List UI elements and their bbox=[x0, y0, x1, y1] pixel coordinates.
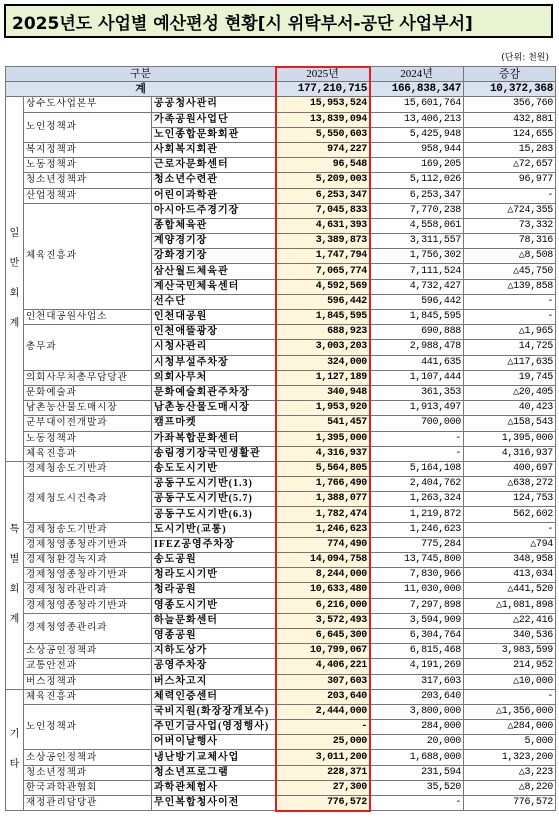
change-cell: 413,034 bbox=[464, 568, 556, 583]
amount-2025-cell: 2,444,000 bbox=[276, 704, 370, 719]
project-cell: 공동구도시기반(1.3) bbox=[152, 477, 276, 492]
amount-2024-cell: 2,988,478 bbox=[370, 340, 464, 355]
change-cell: 15,283 bbox=[464, 142, 556, 157]
amount-2024-cell: 7,770,238 bbox=[370, 203, 464, 218]
table-row bbox=[6, 598, 556, 613]
amount-2025-cell: 1,953,920 bbox=[276, 401, 370, 416]
project-cell: 송림경기장국민생활관 bbox=[152, 446, 276, 461]
change-cell: 5,000 bbox=[464, 735, 556, 750]
department-cell: 상수도사업본부 bbox=[24, 97, 152, 112]
header-category: 구분 bbox=[6, 67, 276, 82]
change-cell: △724,355 bbox=[464, 203, 556, 218]
project-cell: 송도공원 bbox=[152, 553, 276, 568]
department-cell: 노동정책과 bbox=[24, 158, 152, 173]
table-row bbox=[6, 188, 556, 203]
project-cell: 하늘문화센터 bbox=[152, 613, 276, 628]
table-row bbox=[6, 461, 556, 476]
table-row bbox=[6, 385, 556, 400]
change-cell: 96,977 bbox=[464, 173, 556, 188]
project-cell: 시청부설주차장 bbox=[152, 355, 276, 370]
table-row bbox=[6, 613, 556, 628]
project-cell: 국비지원(화장장개보수) bbox=[152, 704, 276, 719]
project-cell: 계산국민체육센터 bbox=[152, 279, 276, 294]
amount-2024-cell: 20,000 bbox=[370, 735, 464, 750]
amount-2024-cell: - bbox=[370, 431, 464, 446]
total-label: 계 bbox=[6, 82, 276, 97]
project-cell: 청라도시기반 bbox=[152, 568, 276, 583]
amount-2024-cell: 203,640 bbox=[370, 689, 464, 704]
project-cell: 체력인증센터 bbox=[152, 689, 276, 704]
change-cell: △1,356,000 bbox=[464, 704, 556, 719]
amount-2024-cell: 35,520 bbox=[370, 780, 464, 795]
department-cell: 한국과학관협회 bbox=[24, 780, 152, 795]
change-cell: 1,395,000 bbox=[464, 431, 556, 446]
category-label: 기타 bbox=[9, 728, 20, 770]
category-label: 일반회계 bbox=[9, 228, 20, 330]
project-cell: 주민기금사업(영정행사) bbox=[152, 720, 276, 735]
project-cell: 아시아드주경기장 bbox=[152, 203, 276, 218]
amount-2025-cell: 6,253,347 bbox=[276, 188, 370, 203]
amount-2025-cell: 27,300 bbox=[276, 780, 370, 795]
department-cell: 경제청영종청라기반과 bbox=[24, 537, 152, 552]
project-cell: 사회복지회관 bbox=[152, 142, 276, 157]
table-row bbox=[6, 796, 556, 811]
amount-2025-cell: 5,550,603 bbox=[276, 127, 370, 142]
project-cell: 인천대공원 bbox=[152, 310, 276, 325]
amount-2025-cell: 974,227 bbox=[276, 142, 370, 157]
change-cell: △139,858 bbox=[464, 279, 556, 294]
amount-2025-cell: 1,747,794 bbox=[276, 249, 370, 264]
amount-2025-cell: 4,316,937 bbox=[276, 446, 370, 461]
department-cell: 노인정책과 bbox=[24, 112, 152, 142]
change-cell: △117,635 bbox=[464, 355, 556, 370]
project-cell: 어린이과학관 bbox=[152, 188, 276, 203]
change-cell: 400,697 bbox=[464, 461, 556, 476]
table-row bbox=[6, 522, 556, 537]
department-cell: 문화예술과 bbox=[24, 385, 152, 400]
header-2025: 2025년 bbox=[276, 67, 370, 82]
amount-2024-cell: 690,888 bbox=[370, 325, 464, 340]
change-cell: 124,655 bbox=[464, 127, 556, 142]
change-cell: 19,745 bbox=[464, 370, 556, 385]
amount-2025-cell: 1,766,490 bbox=[276, 477, 370, 492]
unit-note: (단위: 천원) bbox=[501, 53, 549, 63]
header-2024: 2024년 bbox=[370, 67, 464, 82]
amount-2025-cell: 15,953,524 bbox=[276, 97, 370, 112]
department-cell: 버스정책과 bbox=[24, 674, 152, 689]
table-row bbox=[6, 142, 556, 157]
change-cell: 4,316,937 bbox=[464, 446, 556, 461]
amount-2024-cell: 13,406,213 bbox=[370, 112, 464, 127]
change-cell: △1,965 bbox=[464, 325, 556, 340]
project-cell: 근로자문화센터 bbox=[152, 158, 276, 173]
amount-2025-cell: 5,209,003 bbox=[276, 173, 370, 188]
department-cell: 소상공인정책과 bbox=[24, 644, 152, 659]
project-cell: 청소년프로그램 bbox=[152, 765, 276, 780]
project-cell: 버스차고지 bbox=[152, 674, 276, 689]
amount-2025-cell: 340,948 bbox=[276, 385, 370, 400]
amount-2025-cell: 774,490 bbox=[276, 537, 370, 552]
project-cell: 종합체육관 bbox=[152, 218, 276, 233]
department-cell: 경제청도시건축과 bbox=[24, 477, 152, 523]
project-cell: 가족공원사업단 bbox=[152, 112, 276, 127]
table-row bbox=[6, 370, 556, 385]
department-cell: 노동정책과 bbox=[24, 431, 152, 446]
total-row bbox=[6, 82, 556, 97]
project-cell: 송도도시기반 bbox=[152, 461, 276, 476]
department-cell: 청소년정책과 bbox=[24, 765, 152, 780]
amount-2025-cell: 1,395,000 bbox=[276, 431, 370, 446]
amount-2024-cell: 231,594 bbox=[370, 765, 464, 780]
project-cell: 과학관체험사 bbox=[152, 780, 276, 795]
department-cell: 경제청영종청라기반과 bbox=[24, 568, 152, 583]
department-cell: 체육진흥과 bbox=[24, 446, 152, 461]
amount-2025-cell: 307,603 bbox=[276, 674, 370, 689]
table-row bbox=[6, 416, 556, 431]
project-cell: 냉난방기교체사업 bbox=[152, 750, 276, 765]
project-cell: IFEZ공영주차장 bbox=[152, 537, 276, 552]
change-cell: △3,223 bbox=[464, 765, 556, 780]
amount-2025-cell: 8,244,000 bbox=[276, 568, 370, 583]
amount-2024-cell: 958,944 bbox=[370, 142, 464, 157]
header-row bbox=[6, 67, 556, 82]
change-cell: △10,000 bbox=[464, 674, 556, 689]
project-cell: 계양경기장 bbox=[152, 234, 276, 249]
department-cell: 소상공인정책과 bbox=[24, 750, 152, 765]
amount-2025-cell: 10,799,067 bbox=[276, 644, 370, 659]
change-cell: △794 bbox=[464, 537, 556, 552]
amount-2024-cell: 1,756,302 bbox=[370, 249, 464, 264]
department-cell: 청소년정책과 bbox=[24, 173, 152, 188]
amount-2024-cell: 3,594,909 bbox=[370, 613, 464, 628]
change-cell: 14,725 bbox=[464, 340, 556, 355]
amount-2025-cell: 688,923 bbox=[276, 325, 370, 340]
department-cell: 경제청송도기반과 bbox=[24, 522, 152, 537]
table-row bbox=[6, 310, 556, 325]
amount-2025-cell: 324,000 bbox=[276, 355, 370, 370]
amount-2024-cell: 1,107,444 bbox=[370, 370, 464, 385]
amount-2025-cell: 6,645,300 bbox=[276, 628, 370, 643]
amount-2024-cell: 317,603 bbox=[370, 674, 464, 689]
change-cell: 562,602 bbox=[464, 507, 556, 522]
amount-2025-cell: 96,548 bbox=[276, 158, 370, 173]
amount-2024-cell: 169,205 bbox=[370, 158, 464, 173]
project-cell: 영종공원 bbox=[152, 628, 276, 643]
amount-2024-cell: - bbox=[370, 796, 464, 811]
department-cell: 산업정책과 bbox=[24, 188, 152, 203]
department-cell: 복지정책과 bbox=[24, 142, 152, 157]
table-row bbox=[6, 704, 556, 719]
amount-2025-cell: 1,845,595 bbox=[276, 310, 370, 325]
amount-2024-cell: 775,284 bbox=[370, 537, 464, 552]
table-row bbox=[6, 553, 556, 568]
amount-2024-cell: 5,425,948 bbox=[370, 127, 464, 142]
change-cell: 776,572 bbox=[464, 796, 556, 811]
project-cell: 청라공원 bbox=[152, 583, 276, 598]
total-change: 10,372,368 bbox=[464, 82, 556, 97]
change-cell: 356,760 bbox=[464, 97, 556, 112]
change-cell: 124,753 bbox=[464, 492, 556, 507]
department-cell: 경제청청라관리과 bbox=[24, 583, 152, 598]
project-cell: 노인종합문화회관 bbox=[152, 127, 276, 142]
project-cell: 의회사무처 bbox=[152, 370, 276, 385]
table-row bbox=[6, 568, 556, 583]
project-cell: 시청사관리 bbox=[152, 340, 276, 355]
amount-2025-cell: 3,389,873 bbox=[276, 234, 370, 249]
table-row bbox=[6, 765, 556, 780]
amount-2024-cell: 361,353 bbox=[370, 385, 464, 400]
amount-2025-cell: 4,406,221 bbox=[276, 659, 370, 674]
project-cell: 공공청사관리 bbox=[152, 97, 276, 112]
amount-2024-cell: 7,830,966 bbox=[370, 568, 464, 583]
change-cell: - bbox=[464, 689, 556, 704]
department-cell: 경제청영종청라기반과 bbox=[24, 598, 152, 613]
project-cell: 공영주차장 bbox=[152, 659, 276, 674]
budget-table bbox=[5, 66, 556, 811]
amount-2024-cell: 13,745,800 bbox=[370, 553, 464, 568]
amount-2025-cell: 3,003,203 bbox=[276, 340, 370, 355]
amount-2025-cell: 776,572 bbox=[276, 796, 370, 811]
amount-2024-cell: 441,635 bbox=[370, 355, 464, 370]
category-label: 특별회계 bbox=[9, 524, 20, 626]
amount-2024-cell: 4,558,061 bbox=[370, 218, 464, 233]
table-row bbox=[6, 780, 556, 795]
amount-2024-cell: 1,688,000 bbox=[370, 750, 464, 765]
table-row bbox=[6, 158, 556, 173]
amount-2024-cell: 3,311,557 bbox=[370, 234, 464, 249]
amount-2025-cell: 3,572,493 bbox=[276, 613, 370, 628]
amount-2024-cell: 11,030,000 bbox=[370, 583, 464, 598]
amount-2025-cell: 596,442 bbox=[276, 294, 370, 309]
department-cell: 노인정책과 bbox=[24, 704, 152, 750]
department-cell: 인천대공원사업소 bbox=[24, 310, 152, 325]
project-cell: 영종도시기반 bbox=[152, 598, 276, 613]
table-row bbox=[6, 112, 556, 127]
table-row bbox=[6, 203, 556, 218]
table-row bbox=[6, 325, 556, 340]
amount-2024-cell: 4,191,269 bbox=[370, 659, 464, 674]
change-cell: 340,536 bbox=[464, 628, 556, 643]
change-cell: - bbox=[464, 310, 556, 325]
amount-2024-cell: 7,297,898 bbox=[370, 598, 464, 613]
table-row bbox=[6, 401, 556, 416]
total-2024: 166,838,347 bbox=[370, 82, 464, 97]
table-row bbox=[6, 431, 556, 446]
category-cell bbox=[6, 689, 24, 811]
table-row bbox=[6, 446, 556, 461]
change-cell: △72,657 bbox=[464, 158, 556, 173]
project-cell: 어버이날행사 bbox=[152, 735, 276, 750]
project-cell: 캠프마켓 bbox=[152, 416, 276, 431]
change-cell: 78,316 bbox=[464, 234, 556, 249]
amount-2025-cell: 1,388,077 bbox=[276, 492, 370, 507]
change-cell: 73,332 bbox=[464, 218, 556, 233]
change-cell: △20,405 bbox=[464, 385, 556, 400]
amount-2025-cell: 541,457 bbox=[276, 416, 370, 431]
table-row bbox=[6, 689, 556, 704]
amount-2024-cell: 596,442 bbox=[370, 294, 464, 309]
amount-2025-cell: 6,216,000 bbox=[276, 598, 370, 613]
change-cell: △1,081,898 bbox=[464, 598, 556, 613]
amount-2025-cell: 1,127,189 bbox=[276, 370, 370, 385]
department-cell: 경제청환경녹지과 bbox=[24, 553, 152, 568]
amount-2024-cell: 6,253,347 bbox=[370, 188, 464, 203]
amount-2025-cell: 7,045,833 bbox=[276, 203, 370, 218]
table-row bbox=[6, 477, 556, 492]
project-cell: 선수단 bbox=[152, 294, 276, 309]
amount-2024-cell: 3,800,000 bbox=[370, 704, 464, 719]
department-cell: 군부대이전개발과 bbox=[24, 416, 152, 431]
change-cell: △8,220 bbox=[464, 780, 556, 795]
table-row bbox=[6, 537, 556, 552]
amount-2025-cell: 1,782,474 bbox=[276, 507, 370, 522]
project-cell: 도시기반(교통) bbox=[152, 522, 276, 537]
category-cell bbox=[6, 97, 24, 462]
amount-2025-cell: 7,065,774 bbox=[276, 264, 370, 279]
amount-2024-cell: 1,845,595 bbox=[370, 310, 464, 325]
project-cell: 문화예술회관주차장 bbox=[152, 385, 276, 400]
change-cell: 3,983,599 bbox=[464, 644, 556, 659]
change-cell: △638,272 bbox=[464, 477, 556, 492]
amount-2025-cell: 203,640 bbox=[276, 689, 370, 704]
amount-2024-cell: 700,000 bbox=[370, 416, 464, 431]
amount-2024-cell: 7,111,524 bbox=[370, 264, 464, 279]
project-cell: 청소년수련관 bbox=[152, 173, 276, 188]
table-row bbox=[6, 674, 556, 689]
change-cell: - bbox=[464, 522, 556, 537]
amount-2024-cell: 1,246,623 bbox=[370, 522, 464, 537]
change-cell: △158,543 bbox=[464, 416, 556, 431]
department-cell: 경제청영종관리과 bbox=[24, 613, 152, 643]
department-cell: 체육진흥과 bbox=[24, 689, 152, 704]
amount-2024-cell: 4,732,427 bbox=[370, 279, 464, 294]
change-cell: △441,520 bbox=[464, 583, 556, 598]
project-cell: 공동구도시기반(5.7) bbox=[152, 492, 276, 507]
amount-2024-cell: 1,263,324 bbox=[370, 492, 464, 507]
amount-2025-cell: 10,633,480 bbox=[276, 583, 370, 598]
project-cell: 인천애뜰광장 bbox=[152, 325, 276, 340]
amount-2024-cell: 5,112,026 bbox=[370, 173, 464, 188]
department-cell: 교통안전과 bbox=[24, 659, 152, 674]
amount-2025-cell: 14,094,758 bbox=[276, 553, 370, 568]
change-cell: 40,423 bbox=[464, 401, 556, 416]
amount-2025-cell: 13,839,094 bbox=[276, 112, 370, 127]
amount-2025-cell: 25,000 bbox=[276, 735, 370, 750]
amount-2025-cell: 4,631,393 bbox=[276, 218, 370, 233]
total-2025: 177,210,715 bbox=[276, 82, 370, 97]
project-cell: 가좌복합문화센터 bbox=[152, 431, 276, 446]
amount-2025-cell: 1,246,623 bbox=[276, 522, 370, 537]
amount-2025-cell: 3,011,200 bbox=[276, 750, 370, 765]
project-cell: 공동구도시기반(6.3) bbox=[152, 507, 276, 522]
amount-2024-cell: 1,219,872 bbox=[370, 507, 464, 522]
project-cell: 삼산월드체육관 bbox=[152, 264, 276, 279]
department-cell: 남촌농산물도매시장 bbox=[24, 401, 152, 416]
department-cell: 경제청송도기반과 bbox=[24, 461, 152, 476]
header-change: 증감 bbox=[464, 67, 556, 82]
department-cell: 재정관리담당관 bbox=[24, 796, 152, 811]
change-cell: - bbox=[464, 294, 556, 309]
table-row bbox=[6, 659, 556, 674]
change-cell: △284,000 bbox=[464, 720, 556, 735]
change-cell: △8,508 bbox=[464, 249, 556, 264]
amount-2024-cell: 15,601,764 bbox=[370, 97, 464, 112]
project-cell: 강화경기장 bbox=[152, 249, 276, 264]
department-cell: 의회사무처총무담당관 bbox=[24, 370, 152, 385]
table-row bbox=[6, 173, 556, 188]
amount-2024-cell: - bbox=[370, 446, 464, 461]
table-row bbox=[6, 97, 556, 112]
change-cell: △22,416 bbox=[464, 613, 556, 628]
table-row bbox=[6, 583, 556, 598]
change-cell: △45,750 bbox=[464, 264, 556, 279]
amount-2024-cell: 6,304,764 bbox=[370, 628, 464, 643]
change-cell: 214,952 bbox=[464, 659, 556, 674]
project-cell: 남촌농산물도매시장 bbox=[152, 401, 276, 416]
category-cell bbox=[6, 461, 24, 689]
change-cell: 348,958 bbox=[464, 553, 556, 568]
department-cell: 총무과 bbox=[24, 325, 152, 371]
amount-2024-cell: 284,000 bbox=[370, 720, 464, 735]
amount-2025-cell: 228,371 bbox=[276, 765, 370, 780]
change-cell: - bbox=[464, 188, 556, 203]
project-cell: 무인복합청사이전 bbox=[152, 796, 276, 811]
department-cell: 체육진흥과 bbox=[24, 203, 152, 309]
amount-2025-cell: - bbox=[276, 720, 370, 735]
page-title: 2025년도 사업별 예산편성 현황[시 위탁부서-공단 사업부서] bbox=[4, 4, 553, 38]
change-cell: 432,881 bbox=[464, 112, 556, 127]
amount-2024-cell: 6,815,468 bbox=[370, 644, 464, 659]
amount-2024-cell: 2,404,762 bbox=[370, 477, 464, 492]
amount-2025-cell: 5,564,805 bbox=[276, 461, 370, 476]
amount-2025-cell: 4,592,569 bbox=[276, 279, 370, 294]
table-row bbox=[6, 644, 556, 659]
table-row bbox=[6, 750, 556, 765]
amount-2024-cell: 1,913,497 bbox=[370, 401, 464, 416]
change-cell: 1,323,200 bbox=[464, 750, 556, 765]
project-cell: 지하도상가 bbox=[152, 644, 276, 659]
amount-2024-cell: 5,164,108 bbox=[370, 461, 464, 476]
